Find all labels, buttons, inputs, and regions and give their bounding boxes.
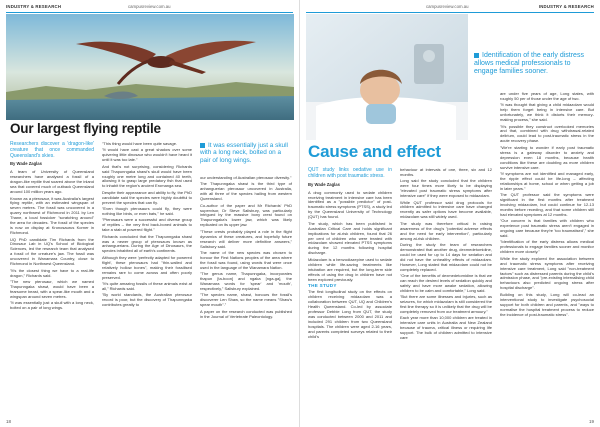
right-column-1 <box>308 168 392 341</box>
paragraph: "This thing would have been quite savage. <box>102 141 178 146</box>
paragraph: "The species name, shawi, honours the fossil's discoverer Len Shaw, so the name means "Shaw's spear mouth"." <box>200 292 292 308</box>
paragraph: And that's not surprising, considering Richards said Thapunngaka shawi's skull would have been roughly one metre long and contained 40 teeth, allowing it to grasp large predatory fish that used to inhabit the region's ancient Eromanga sea. <box>102 163 192 189</box>
right-column-3 <box>500 92 594 319</box>
paragraph: The study, which has been published in Australian Critical Care and holds significant implications for at-risk children, found that 26 per cent of children who were treated with midazolam showed elevated PTSS symptoms during the 12 months following hospital discharge. <box>308 220 392 256</box>
paragraph: The Thapunngaka shawi is the third type of anhanguerian pterosaur uncovered in Australia, with all three of the species hailing from western Queensland. <box>200 181 292 202</box>
standfirst: QUT study links oedative use in children with post traumatic stress. <box>308 167 392 179</box>
pterosaur-illustration <box>6 14 294 120</box>
paragraph: "It was thought that giving a child midazolam would help them forget being in intensive care. But unfortunately, we think it distorts their memory-making process," she said. <box>500 102 594 123</box>
byline: By Wade Zaglas <box>308 181 340 187</box>
paragraph: Co-author of the paper and Mr Richards' PhD supervisor, Dr Steve Salisbury, was particularly intrigued by the massive bony crest found on Thapunngaka's lower jaw, which was likely replicated on its upper jaw. <box>200 202 292 228</box>
paragraph: are under five years of age, Long states, with roughly 50 per of those under the age of two. <box>500 91 594 101</box>
paragraph: "Identification of the early distress allows medical professionals to engage families sooner and monitor children more closely." <box>500 239 594 255</box>
paragraph: Long said the study concluded that the children were four times more likely to be displaying "elevated post traumatic stress symptoms after intensive care" if they were exposed to midazolam. <box>400 178 492 199</box>
paragraph: Building on this study, Long will co-lead an interventional study to investigate psychosocial support for both children and parents, and "ways to normalise the hospital treatment process to reduce the incidence of post-traumatic stress". <box>500 291 594 317</box>
paragraph: "But there are some illnesses and injuries, such as seizures, for which midazolam is still considered the first line therapy so it is unlikely that the drug will be completely removed from our treatment armoury." <box>400 294 492 315</box>
subheading: THE STUDY <box>308 283 337 289</box>
paragraph: "It's quite amazing fossils of these animals exist at all," Richards said. <box>102 280 192 291</box>
page-number: 19 <box>588 419 594 424</box>
paragraph: "It would have cast a great shadow over some quivering little dinosaur who wouldn't have heard it until it was too late." <box>102 147 192 163</box>
left-page-header <box>0 3 299 12</box>
section-label: INDUSTRY & RESEARCH <box>6 4 62 9</box>
child-in-hospital-photo <box>306 14 468 140</box>
pull-quote <box>200 142 292 164</box>
right-column-2 <box>400 168 492 343</box>
left-column-2 <box>102 142 192 309</box>
paragraph: "The new pterosaur, which we named Thapunngaka shawi, would have been a fearsome beast, with a spear-like mouth and a wingspan around seven metres. <box>10 278 94 299</box>
page-number: 18 <box>6 419 12 424</box>
paragraph: "We're starting to wonder if early post traumatic stress is a gateway disorder to anxiety and depression even 18 months, because health conditions like these are doubling as more children survive intensive care. <box>500 144 594 170</box>
pull-quote <box>474 52 594 76</box>
paragraph: "Our concern is that families with children who experience post traumatic stress aren't engaged in ongoing care because they're 'too traumatised'," she said. <box>500 218 594 239</box>
header-rule <box>306 12 594 13</box>
paragraph: behaviour at intervals of one, three, six and 12 months. <box>400 167 492 177</box>
paragraph: "If symptoms are not identified and managed early, the ripple effect could be life-long – affecting relationships at home, school or when getting a job in later years." <box>500 170 594 191</box>
paragraph: Richards concluded that the Thapunngaka shawi was a newer group of pterosaurs known as anhanguerians. During the Age of Dinosaurs, the species inhabited all of earth's continents. <box>102 233 192 254</box>
paragraph: "The genus name, Thapunngaka, incorporates thapun [ta-boon] and ngaka [nga-ga], the Wanamara words for 'spear' and 'mouth', respectively," Salisbury explained. <box>200 271 292 291</box>
paragraph: Known as a pterosaur, it was Australia's largest flying reptile, with an estimated wingspan of seven metres. The fossil was uncovered in a quarry northwest of Richmond in 2011 by Len Thane, a local fossicker "scratching around" the area for decades. The fossil of the species is now on display at Kronosaurus Korner in Richmond. <box>10 195 94 236</box>
site-url: campusreview.com.au <box>426 4 469 9</box>
paragraph: The study was therefore critical in raising awareness of the drug's "potential adverse effects and the need for early intervention", particularly among at-risk children. <box>400 220 492 241</box>
paragraph: UQ PhD candidate Tim Richards from the Dinosaur Lab in UQ's School of Biological Sciences, led the research team that analysed a fossil of the creature's jaw. The fossil was uncovered in Wanamara Country, close to Richmond in Northwest Queensland. <box>10 236 94 267</box>
paragraph: During the study the team of researchers demonstrated that another drug, dexmedetomidine, could be used for up to 14 days for sedation and did not have the unhealthy effects of midazolam. However, Long stated that midazolam could not be completely replaced. <box>400 241 492 272</box>
quote-marker-icon <box>200 143 205 148</box>
headline: Cause and effect <box>308 142 441 161</box>
paragraph: A drug commonly used to sedate children receiving treatment in intensive care has been identified as a "possible predictor" of post-traumatic stress symptoms (PTSS), a study led by the Queensland University of Technology (QUT) has found. <box>308 189 392 220</box>
right-page-header <box>300 3 600 12</box>
header-rule <box>6 12 293 13</box>
byline: By Wade Zaglas <box>10 161 42 167</box>
paragraph: "It's possible they construct overlooked memories and that, combined with drug withdrawal-related delirium, could lead to post-traumatic stress in the acute recovery phase. <box>500 123 594 144</box>
left-column-3 <box>200 176 292 321</box>
paragraph: "These crests probably played a role in the flight dynamics of these creatures, and hopefully future research will deliver more definitive answers," Salisbury said. <box>200 228 292 249</box>
paragraph: Although they were 'perfectly adapted for powered flight', these pterosaurs had "thin-walled and relatively hollow bones", making their fossilised remains rare to come across and often poorly preserved. <box>102 254 192 280</box>
paragraph: A paper on the research conducted was published in the Journal of Vertebrate Paleontology. <box>200 308 292 319</box>
paragraph: "One of the benefits of dexmedetomidine is that we can reach the desired levels of sedation quickly and safely and have more awake sedation, allowing children to be calm and comfortable," Long said. <box>400 273 492 293</box>
paragraph: While QUT professor said drug protocols for children admitted to intensive care have changed recently as safer options have become available, midazolam was still widely used. <box>400 199 492 220</box>
quote-marker-icon <box>474 53 479 58</box>
section-label: INDUSTRY & RESEARCH <box>538 4 594 9</box>
pull-quote-text: Identification of the early distress allows medical professionals to engage families sooner. <box>474 52 584 75</box>
paragraph: The QUT professor said the symptoms were significant in the first months after treatment involving midazolam, but could continue for 12-13 months before receding, and that some children still had elevated symptoms at 12 months. <box>500 192 594 217</box>
paragraph: "By world standards, the Australian pterosaur record is poor, but the discovery of Thapunngaka contributes greatly to <box>102 292 192 308</box>
paragraph: "It was essentially just a skull with a long neck, bolted on a pair of long wings. <box>10 300 94 311</box>
paragraph: A team of University of Queensland researchers have analysed a fossil of a dragon-like reptile that soared above the inland sea that covered much of outback Queensland around 100 million years ago. <box>10 169 94 195</box>
paragraph: our understanding of Australian pterosaur diversity." <box>200 175 292 180</box>
paragraph: Despite their appearance and ability to fly, the PhD candidate said the species were highly doubtful to prevent the species that can fly. <box>102 189 192 205</box>
paragraph: "Even though pterosaurs could fly, they were nothing like birds, or even bats," he said. <box>102 206 192 216</box>
pull-quote-text: It was essentially just a skull with a long neck, bolted on a pair of long wings. <box>200 142 288 164</box>
paragraph: Each year more than 10,000 children are treated in intensive care units in Australia and New Zealand because of trauma, critical illness or requiring life support. The bulk of children admitted to intensive care <box>400 315 492 341</box>
paragraph: "It's the closest thing we have to a real-life dragon," Richards said. <box>10 267 94 278</box>
paragraph: While the study explored the association between and traumatic stress symptoms after receiving intensive care treatment, Long said "non-treatment factors" such as distressed parents during the child's admission phase, and "pre-existing internalising child behaviours also predicted ongoing stress after hospital discharge". <box>500 255 594 291</box>
site-url: campusreview.com.au <box>128 4 171 9</box>
right-page <box>300 0 600 427</box>
standfirst: Researchers discover a 'dragon-like' creature that once commanded Queensland's skies. <box>10 141 94 159</box>
left-column-1 <box>10 142 94 312</box>
paragraph: "Pterosaurs were a successful and diverse group of reptiles – the very first back-boned animals to take a stab at powered flight." <box>102 217 192 233</box>
paragraph: The first longitudinal study on the effects on children receiving midazolam was a collaboration between QUT, UQ and Children's Health Queensland. Co-led by associate professor Debbie Long from QUT, the study was conducted between 2000 and 2011 and included 291 children from two Queensland hospitals. The children were aged 2-16 years, and parents completed surveys related to their child's <box>308 289 392 340</box>
paragraph: Midazolam is a benzodiazepine used to sedate children while life-saving treatments like intubation are required, but the long-term side effects of using the drug in children have not been explored previously. <box>308 256 392 282</box>
paragraph: The name of the new species was chosen to honour the First Nations peoples of the area where the fossil was found, using words that were once used in the language of the Wanamara Nation. <box>200 249 292 270</box>
headline: Our largest flying reptile <box>10 121 161 136</box>
